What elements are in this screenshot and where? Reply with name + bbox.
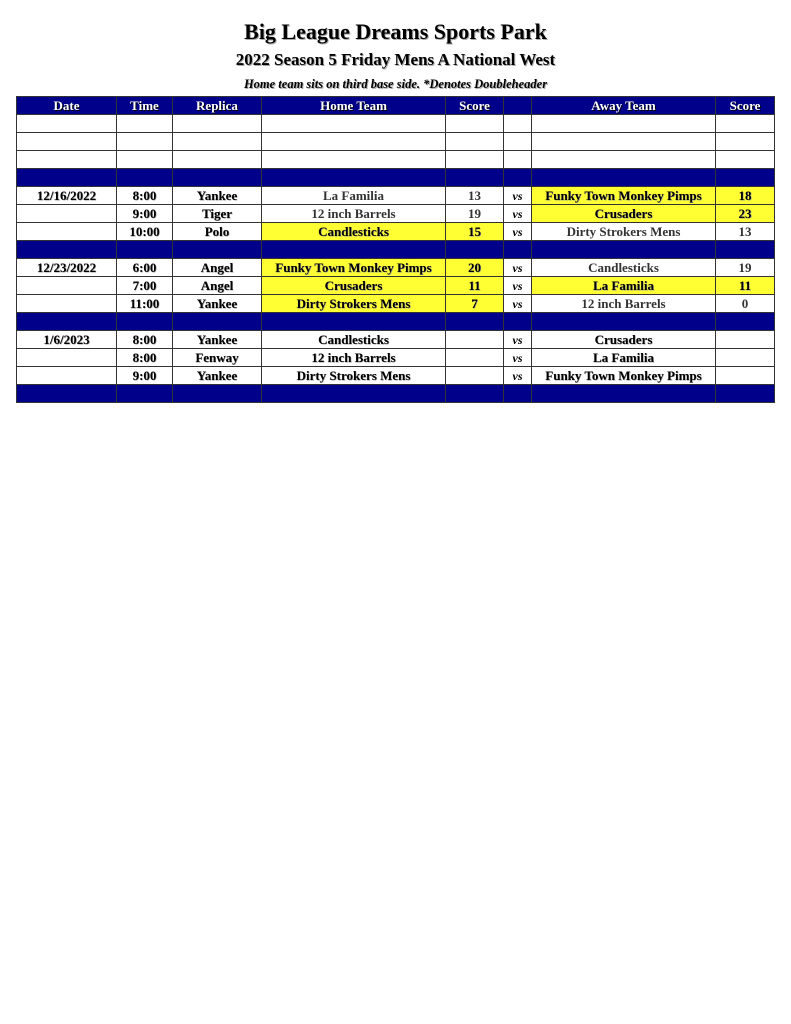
home-team: 12 inch Barrels — [262, 205, 446, 223]
game-row — [17, 277, 775, 295]
game-time: 8:00 — [117, 349, 173, 367]
away-team: La Familia — [532, 277, 716, 295]
home-score: 13 — [446, 187, 504, 205]
game-row — [17, 223, 775, 241]
home-score: 15 — [446, 223, 504, 241]
home-score: 20 — [446, 259, 504, 277]
game-row — [17, 331, 775, 349]
page-title: Big League Dreams Sports Park — [244, 19, 547, 44]
game-replica: Polo — [173, 223, 262, 241]
away-score: 13 — [716, 223, 775, 241]
home-team: Dirty Strokers Mens — [262, 367, 446, 385]
vs-label: vs — [504, 277, 532, 295]
away-score: 11 — [716, 277, 775, 295]
separator-row — [17, 241, 775, 259]
home-score: 7 — [446, 295, 504, 313]
separator-row — [17, 169, 775, 187]
away-team: Crusaders — [532, 205, 716, 223]
home-team: Candlesticks — [262, 331, 446, 349]
game-time: 10:00 — [117, 223, 173, 241]
game-date: 1/6/2023 — [17, 331, 117, 349]
away-team: Candlesticks — [532, 259, 716, 277]
vs-label: vs — [504, 259, 532, 277]
separator-row — [17, 313, 775, 331]
home-team: Dirty Strokers Mens — [262, 295, 446, 313]
col-away-score-header: Score — [716, 97, 775, 115]
away-team: Dirty Strokers Mens — [532, 223, 716, 241]
vs-label: vs — [504, 331, 532, 349]
game-replica: Yankee — [173, 331, 262, 349]
game-time: 8:00 — [117, 331, 173, 349]
home-score: 11 — [446, 277, 504, 295]
away-score: 23 — [716, 205, 775, 223]
game-time: 8:00 — [117, 187, 173, 205]
away-team: Crusaders — [532, 331, 716, 349]
home-team: La Familia — [262, 187, 446, 205]
blank-row — [17, 151, 775, 169]
home-score — [446, 367, 504, 385]
game-time: 6:00 — [117, 259, 173, 277]
game-row — [17, 367, 775, 385]
home-score — [446, 331, 504, 349]
game-row — [17, 205, 775, 223]
away-team: 12 inch Barrels — [532, 295, 716, 313]
home-team: 12 inch Barrels — [262, 349, 446, 367]
header-row — [17, 97, 775, 115]
home-team: Candlesticks — [262, 223, 446, 241]
page-subtitle: 2022 Season 5 Friday Mens A National West — [235, 50, 556, 69]
home-score: 19 — [446, 205, 504, 223]
game-time: 7:00 — [117, 277, 173, 295]
game-date: 12/16/2022 — [17, 187, 117, 205]
game-replica: Fenway — [173, 349, 262, 367]
game-row — [17, 349, 775, 367]
away-team: Funky Town Monkey Pimps — [532, 367, 716, 385]
col-time-header: Time — [117, 97, 173, 115]
away-team: La Familia — [532, 349, 716, 367]
col-date-header: Date — [17, 97, 117, 115]
game-time: 11:00 — [117, 295, 173, 313]
home-team: Crusaders — [262, 277, 446, 295]
separator-row — [17, 385, 775, 403]
vs-label: vs — [504, 295, 532, 313]
away-score: 19 — [716, 259, 775, 277]
vs-label: vs — [504, 223, 532, 241]
game-replica: Yankee — [173, 187, 262, 205]
game-replica: Angel — [173, 277, 262, 295]
home-team: Funky Town Monkey Pimps — [262, 259, 446, 277]
vs-label: vs — [504, 367, 532, 385]
game-row — [17, 259, 775, 277]
page-note: Home team sits on third base side. *Denotes Doubleheader — [243, 77, 548, 91]
away-score: 0 — [716, 295, 775, 313]
game-row — [17, 295, 775, 313]
col-home-score-header: Score — [446, 97, 504, 115]
away-score: 18 — [716, 187, 775, 205]
game-date: 12/23/2022 — [17, 259, 117, 277]
game-replica: Angel — [173, 259, 262, 277]
away-score — [716, 331, 775, 349]
game-replica: Tiger — [173, 205, 262, 223]
blank-row — [17, 133, 775, 151]
game-replica: Yankee — [173, 367, 262, 385]
col-home-header: Home Team — [262, 97, 446, 115]
home-score — [446, 349, 504, 367]
game-row — [17, 187, 775, 205]
col-replica-header: Replica — [173, 97, 262, 115]
game-time: 9:00 — [117, 205, 173, 223]
schedule-table — [16, 96, 775, 403]
game-time: 9:00 — [117, 367, 173, 385]
away-score — [716, 367, 775, 385]
blank-row — [17, 115, 775, 133]
vs-label: vs — [504, 187, 532, 205]
vs-label: vs — [504, 349, 532, 367]
away-score — [716, 349, 775, 367]
col-vs-header — [504, 97, 532, 115]
game-replica: Yankee — [173, 295, 262, 313]
away-team: Funky Town Monkey Pimps — [532, 187, 716, 205]
vs-label: vs — [504, 205, 532, 223]
col-away-header: Away Team — [532, 97, 716, 115]
